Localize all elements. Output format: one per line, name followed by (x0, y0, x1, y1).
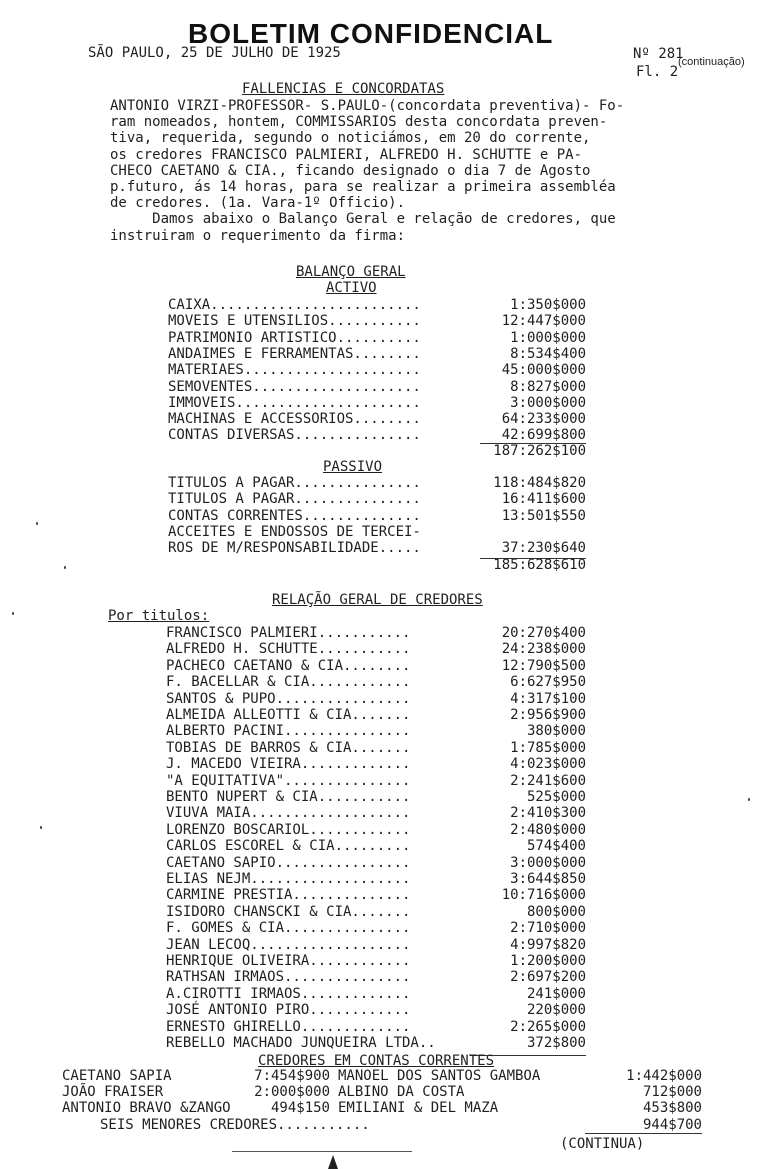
creditor-name: CARMINE PRESTIA.............. (166, 887, 411, 904)
page-title: BOLETIM CONFIDENCIAL (188, 18, 554, 49)
activo-total: 187:262$100 (493, 443, 586, 459)
contas-right-name: MANOEL DOS SANTOS GAMBOA (338, 1068, 541, 1084)
activo-item-value: 3:000$000 (510, 394, 586, 411)
activo-item-value: 45:000$000 (501, 362, 586, 379)
creditor-name: F. GOMES & CIA............... (166, 920, 411, 937)
bulletin-number: Nº 281 (633, 46, 684, 62)
continua: (CONTINUA) (560, 1136, 645, 1152)
dateline: SÃO PAULO, 25 DE JULHO DE 1925 (88, 45, 341, 61)
creditor-value: 3:644$850 (510, 871, 586, 887)
contas-right-name: EMILIANI & DEL MAZA (338, 1100, 499, 1117)
activo-item-value: 12:447$000 (501, 313, 586, 330)
activo-item-value: 1:350$000 (510, 297, 586, 313)
creditor-value: 6:627$950 (510, 674, 586, 691)
seis-menores-value: 944$700 (642, 1117, 702, 1133)
activo-item-label: SEMOVENTES.................... (168, 378, 421, 395)
activo-item-label: CONTAS DIVERSAS............... (168, 427, 421, 444)
contas-left-name: JOÃO FRAISER (62, 1084, 164, 1101)
creditor-name: CAETANO SAPIO................ (166, 854, 411, 871)
intro-line: p.futuro, ás 14 horas, para se realizar a primeira assembléa (110, 179, 616, 195)
creditor-name: HENRIQUE OLIVEIRA............ (166, 953, 411, 969)
contas-right-value: 453$800 (642, 1100, 702, 1117)
creditor-name: ERNESTO GHIRELLO............. (166, 1018, 411, 1035)
creditor-value: 2:480$000 (510, 821, 586, 838)
creditor-value: 12:790$500 (501, 657, 586, 674)
intro-line: instruiram o requerimento da firma: (110, 227, 406, 244)
creditor-name: ALFREDO H. SCHUTTE........... (166, 641, 411, 658)
activo-item-value: 42:699$800 (501, 427, 586, 444)
passivo-item-value: 37:230$640 (501, 540, 586, 557)
activo-item-label: MATERIAES..................... (168, 362, 421, 379)
contas-left-name: CAETANO SAPIA (62, 1068, 172, 1084)
activo-item-value: 8:534$400 (510, 345, 586, 362)
scan-speck (40, 826, 42, 829)
creditor-name: RATHSAN IRMAOS............... (166, 969, 411, 986)
footer-arrow-icon (326, 1155, 340, 1169)
passivo-item-label: ACCEITES E ENDOSSOS DE TERCEI- (168, 523, 421, 540)
intro-line: Damos abaixo o Balanço Geral e relação de credores, que (110, 211, 616, 228)
activo-item-label: MACHINAS E ACCESSORIOS........ (168, 411, 421, 428)
passivo-item-value: 16:411$600 (501, 491, 586, 508)
contas-left-value: 7:454$900 (254, 1068, 330, 1084)
creditor-value: 372$800 (526, 1035, 586, 1051)
creditor-value: 4:997$820 (510, 936, 586, 953)
creditor-name: ALMEIDA ALLEOTTI & CIA....... (166, 707, 411, 723)
contas-left-name: ANTONIO BRAVO &ZANGO (62, 1100, 231, 1117)
creditor-name: ALBERTO PACINI............... (166, 723, 411, 740)
seis-menores-rule (585, 1133, 702, 1134)
passivo-item-label: CONTAS CORRENTES.............. (168, 507, 421, 524)
creditor-value: 4:317$100 (510, 690, 586, 707)
activo-item-label: PATRIMONIO ARTISTICO.......... (168, 329, 421, 346)
creditor-value: 2:241$600 (510, 772, 586, 789)
creditor-value: 10:716$000 (501, 887, 586, 904)
creditor-name: VIUVA MAIA................... (166, 805, 411, 822)
creditor-name: J. MACEDO VIEIRA............. (166, 756, 411, 773)
passivo-title: PASSIVO (323, 459, 383, 475)
creditor-value: 2:956$900 (510, 707, 586, 723)
intro-line: de credores. (1a. Vara-1º Officio). (110, 195, 406, 212)
activo-item-value: 8:827$000 (510, 378, 586, 395)
contas-left-value: 2:000$000 (254, 1084, 330, 1101)
creditor-name: SANTOS & PUPO................ (166, 690, 411, 707)
balance-title: BALANÇO GERAL (296, 264, 406, 280)
intro-line: ANTONIO VIRZI-PROFESSOR- S.PAULO-(concordata preventiva)- Fo- (110, 98, 625, 114)
por-titulos-label: Por titulos: (108, 608, 210, 624)
creditor-value: 525$000 (526, 789, 586, 805)
intro-line: ram nomeados, hontem, COMMISSARIOS desta concordata preven- (110, 114, 608, 131)
scan-speck (748, 798, 750, 801)
creditor-name: JOSÉ ANTONIO PIRO............ (166, 1002, 411, 1019)
creditor-name: ISIDORO CHANSCKI & CIA....... (166, 903, 411, 920)
creditor-value: 220$000 (526, 1002, 586, 1019)
seis-menores: SEIS MENORES CREDORES........... (100, 1117, 370, 1133)
creditor-value: 2:710$000 (510, 920, 586, 937)
contas-right-value: 1:442$000 (626, 1068, 702, 1084)
creditor-name: CARLOS ESCOREL & CIA......... (166, 838, 411, 855)
passivo-total: 185:628$610 (493, 557, 586, 573)
creditor-value: 3:000$000 (510, 854, 586, 871)
contas-title: CREDORES EM CONTAS CORRENTES (258, 1053, 495, 1069)
creditor-value: 24:238$000 (501, 641, 586, 658)
creditor-name: TOBIAS DE BARROS & CIA....... (166, 739, 411, 756)
contas-right-value: 712$000 (642, 1084, 702, 1101)
creditor-name: JEAN LECOQ................... (166, 936, 411, 953)
activo-item-label: MOVEIS E UTENSILIOS........... (168, 313, 421, 330)
creditor-value: 241$000 (526, 985, 586, 1002)
creditor-value: 4:023$000 (510, 756, 586, 773)
creditor-name: ELIAS NEJM................... (166, 871, 411, 887)
creditor-name: F. BACELLAR & CIA............ (166, 674, 411, 691)
passivo-item-value: 118:484$820 (493, 475, 586, 491)
activo-item-label: ANDAIMES E FERRAMENTAS........ (168, 345, 421, 362)
section-title: FALLENCIAS E CONCORDATAS (242, 81, 445, 97)
creditor-name: PACHECO CAETANO & CIA........ (166, 657, 411, 674)
creditor-value: 2:410$300 (510, 805, 586, 822)
intro-line: os credores FRANCISCO PALMIERI, ALFREDO H. SCHUTTE e PA- (110, 146, 583, 163)
activo-item-label: CAIXA......................... (168, 297, 421, 313)
creditors-title: RELAÇÃO GERAL DE CREDORES (272, 592, 483, 608)
activo-item-value: 64:233$000 (501, 411, 586, 428)
scan-speck (36, 522, 38, 525)
creditor-value: 574$400 (526, 838, 586, 855)
scan-speck (64, 566, 66, 569)
creditor-name: LORENZO BOSCARIOL............ (166, 821, 411, 838)
creditor-name: A.CIROTTI IRMAOS............. (166, 985, 411, 1002)
passivo-item-label: TITULOS A PAGAR............... (168, 491, 421, 508)
intro-line: tiva, requerida, segundo o noticiámos, em 20 do corrente, (110, 130, 591, 147)
creditor-value: 20:270$400 (501, 625, 586, 641)
passivo-item-label: ROS DE M/RESPONSABILIDADE..... (168, 540, 421, 557)
creditor-value: 800$000 (526, 903, 586, 920)
creditor-name: BENTO NUPERT & CIA........... (166, 789, 411, 805)
passivo-item-label: TITULOS A PAGAR............... (168, 475, 421, 491)
creditor-name: FRANCISCO PALMIERI........... (166, 625, 411, 641)
footer-divider (232, 1151, 412, 1152)
creditor-value: 1:785$000 (510, 739, 586, 756)
creditor-value: 380$000 (526, 723, 586, 740)
creditor-value: 2:697$200 (510, 969, 586, 986)
creditor-value: 1:200$000 (510, 953, 586, 969)
creditor-name: REBELLO MACHADO JUNQUEIRA LTDA.. (166, 1035, 436, 1051)
contas-right-name: ALBINO DA COSTA (338, 1084, 465, 1101)
creditor-name: "A EQUITATIVA"............... (166, 772, 411, 789)
intro-line: CHECO CAETANO & CIA., ficando designado o dia 7 de Agosto (110, 162, 591, 179)
folio: Fl. 2 (636, 64, 679, 80)
scan-speck (12, 612, 14, 615)
passivo-item-value: 13:501$550 (501, 507, 586, 524)
activo-title: ACTIVO (326, 280, 377, 296)
creditor-value: 2:265$000 (510, 1018, 586, 1035)
activo-item-label: IMMOVEIS...................... (168, 394, 421, 411)
activo-item-value: 1:000$000 (510, 329, 586, 346)
contas-left-value: 494$150 (270, 1100, 330, 1117)
continuation-note: (continuação) (678, 56, 745, 68)
